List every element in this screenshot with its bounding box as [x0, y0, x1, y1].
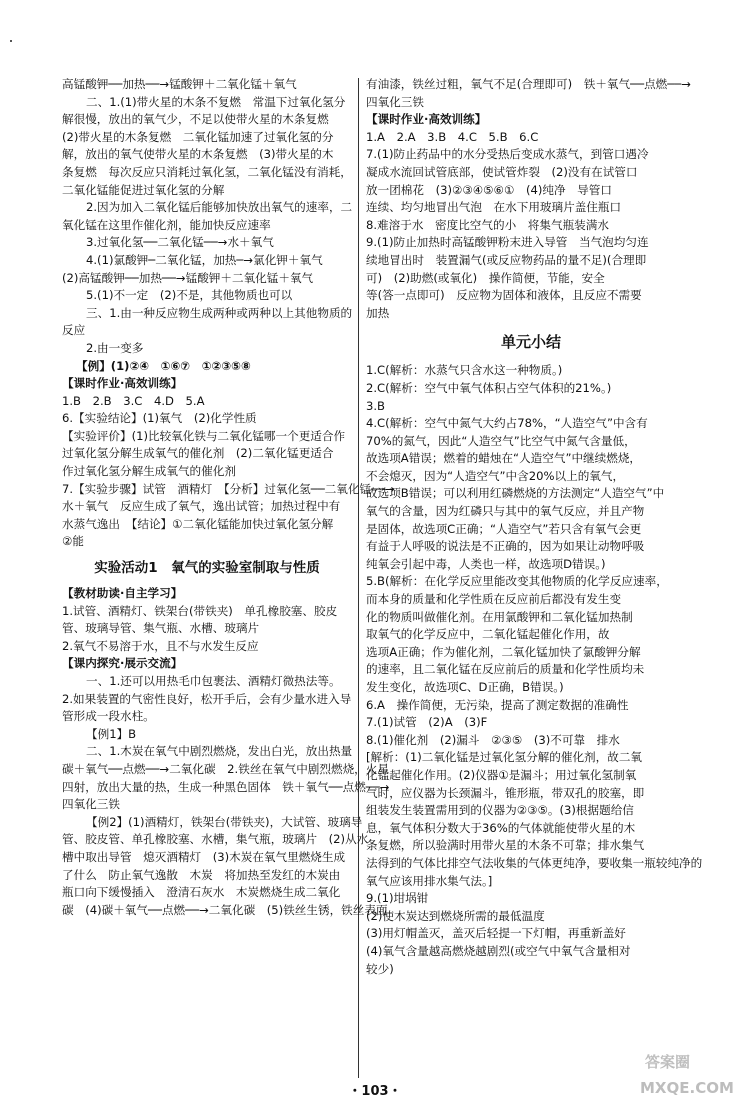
text-line: 反应 — [62, 323, 86, 338]
text-line: 的速率，且二氧化锰在反应前后的质量和化学性质均未 — [366, 662, 645, 677]
text-line: 有益于人呼吸的说法是不正确的，因为如果让动物呼吸 — [366, 539, 645, 554]
text-line: 5.B(解析：在化学反应里能改变其他物质的化学反应速率， — [366, 574, 668, 589]
text-line: 槽中取出导管 熄灭酒精灯 (3)木炭在氧气里燃烧生成 — [62, 849, 346, 864]
text-line: (2)带火星的木条复燃 二氧化锰加速了过氧化氢的分 — [62, 129, 334, 144]
text-line: 二、1.木炭在氧气中剧烈燃烧，发出白光，放出热量 — [86, 744, 353, 759]
text-line: 7.【实验步骤】试管 酒精灯 【分析】过氧化氢──二氧化锰──→ — [62, 481, 395, 496]
text-line: ②能 — [62, 534, 84, 549]
scan-mark — [10, 40, 12, 42]
text-line: 较少) — [366, 961, 394, 976]
text-line: 9.(1)坩埚钳 — [366, 891, 429, 906]
text-line: 8.(1)催化剂 (2)漏斗 ②③⑤ (3)不可靠 排水 — [366, 732, 620, 747]
text-line: 二、1.(1)带火星的木条不复燃 常温下过氧化氢分 — [86, 94, 346, 109]
text-line: 2.C(解析：空气中氧气体积占空气体积的21%。) — [366, 380, 612, 395]
text-line: 1.试管、酒精灯、铁架台(带铁夹) 单孔橡胶塞、胶皮 — [62, 603, 338, 618]
text-line: 6.【实验结论】(1)氧气 (2)化学性质 — [62, 411, 257, 426]
text-line: 碳 (4)碳＋氧气──点燃──→二氧化碳 (5)铁丝生锈，铁丝表面 — [62, 902, 388, 917]
text-line: 四氧化三铁 — [366, 94, 424, 109]
text-line: 一、1.还可以用热毛巾包裹法、酒精灯微热法等。 — [86, 674, 341, 688]
text-line: (2)使木炭达到燃烧所需的最低温度 — [366, 908, 545, 923]
right-lines-c — [366, 362, 703, 978]
text-line: [解析：(1)二氧化锰是过氧化氢分解的催化剂，故二氧 — [366, 750, 643, 765]
left-lines-a — [62, 76, 352, 358]
text-line: 作过氧化氢分解生成氧气的催化剂 — [62, 464, 236, 479]
text-line: 化锰起催化作用。(2)仪器①是漏斗；用过氧化氢制氧 — [366, 767, 637, 782]
text-line: 四氧化三铁 — [62, 797, 120, 812]
text-line: 2.如果装置的气密性良好，松开手后，会有少量水进入导 — [62, 691, 352, 706]
text-line: (3)用灯帽盖灭，盖灭后轻提一下灯帽，再重新盖好 — [366, 926, 626, 941]
text-line: 四射，放出大量的热，生成一种黑色固体 铁＋氧气──点燃──→ — [62, 779, 390, 794]
text-line: 管、胶皮管、单孔橡胶塞、水槽，集气瓶，玻璃片 (2)从水 — [62, 832, 369, 847]
text-line: 解很慢，放出的氧气少，不足以使带火星的木条复燃 — [62, 112, 329, 127]
text-line: 氧气应该用排水集气法。] — [366, 873, 493, 888]
text-line: 故选项B错误；可以利用红磷燃烧的方法测定“人造空气”中 — [366, 486, 665, 501]
text-line: 8.难溶于水 密度比空气的小 将集气瓶装满水 — [366, 217, 609, 232]
column-divider — [358, 78, 359, 1078]
text-line: 水蒸气逸出 【结论】①二氧化锰能加快过氧化氢分解 — [62, 516, 334, 531]
text-line: (4)氧气含量越高燃烧越剧烈(或空气中氧气含量相对 — [366, 943, 631, 958]
text-line: 2.由一变多 — [86, 340, 144, 355]
text-line: 管、玻璃导管、集气瓶、水槽、玻璃片 — [62, 621, 260, 636]
text-line: 凝成水流回试管底部，使试管炸裂 (2)没有在试管口 — [366, 164, 638, 179]
left-lines-c — [62, 603, 352, 656]
text-line: 连续、均匀地冒出气泡 在水下用玻璃片盖住瓶口 — [366, 200, 622, 215]
activity-title: 实验活动1 氧气的实验室制取与性质 — [94, 560, 320, 577]
left-lines-d — [62, 673, 390, 919]
page-number: ・103・ — [348, 1084, 402, 1099]
text-line: 发生变化，故选项C、D正确，B错误。) — [366, 680, 564, 694]
text-line: 是固体，故选项C正确；“人造空气”若只含有氧气会更 — [366, 521, 642, 536]
watermark-bottom-text: MXQE.COM — [640, 1079, 734, 1097]
text-line: 纯氧会引起中毒，人类也一样，故选项D错误。) — [366, 556, 606, 571]
text-line: 息，氧气体积分数大于36%的气体就能使带火星的木 — [366, 820, 636, 835]
text-line: 续地冒出时 装置漏气(或反应物药品的量不足)(合理即 — [366, 252, 647, 267]
text-line: 二氧化锰能促进过氧化氢的分解 — [62, 182, 225, 197]
homework-heading: 【课时作业·高效训练】 — [366, 112, 487, 127]
text-line: 管形成一段水柱。 — [62, 709, 155, 724]
text-line: 2.因为加入二氧化锰后能够加快放出氧气的速率，二 — [86, 200, 353, 215]
homework-heading: 【课时作业·高效训练】 — [62, 376, 183, 391]
text-line: 加热 — [366, 305, 390, 320]
text-line: 有油漆，铁丝过粗，氧气不足(合理即可) 铁＋氧气──点燃──→ — [366, 77, 691, 91]
text-line: 条复燃，所以验满时用带火星的木条不可靠；排水集气 — [366, 838, 645, 853]
text-line: 高锰酸钾──加热──→锰酸钾＋二氧化锰＋氧气 — [62, 77, 297, 91]
text-line: 【例1】B — [86, 726, 137, 741]
text-line: 条复燃 每次反应只消耗过氧化氢，二氧化锰没有消耗， — [62, 164, 352, 179]
textbook-heading: 【教材助读·自主学习】 — [62, 586, 183, 601]
text-line: 三、1.由一种反应物生成两种或两种以上其他物质的 — [86, 305, 353, 320]
text-line: 气时，应仪器为长颈漏斗，锥形瓶，带双孔的胶塞，即 — [366, 785, 645, 800]
text-line: 过氧化氢分解生成氧气的催化剂 (2)二氧化锰更适合 — [62, 446, 334, 461]
right-lines-b — [366, 129, 696, 323]
text-line: 1.C(解析：水蒸气只含水这一种物质。) — [366, 363, 563, 378]
watermark-top-text: 答案圈 — [645, 1053, 691, 1071]
text-line: 【实验评价】(1)比较氧化铁与二氧化锰哪一个更适合作 — [62, 428, 346, 443]
text-line: 组装发生装置需用到的仪器为②③⑤。(3)根据题给信 — [366, 803, 634, 818]
text-line: (2)高锰酸钾──加热──→锰酸钾＋二氧化锰＋氧气 — [62, 270, 314, 285]
text-line: 3.B — [366, 398, 386, 413]
text-line: 2.氧气不易溶于水，且不与水发生反应 — [62, 638, 259, 653]
text-line: 瓶口向下缓慢插入 澄清石灰水 木炭燃烧生成二氧化 — [62, 885, 341, 900]
text-line: 1.B 2.B 3.C 4.D 5.A — [62, 393, 205, 408]
explore-heading: 【课内探究·展示交流】 — [62, 656, 183, 671]
text-line: 4.(1)氯酸钾─二氧化锰，加热─→氯化钾＋氧气 — [86, 252, 323, 267]
watermark-logo — [600, 1045, 745, 1103]
right-column — [366, 76, 703, 978]
unit-summary-title: 单元小结 — [500, 333, 561, 352]
text-line: 而本身的质量和化学性质在反应前后都没有发生变 — [366, 592, 622, 607]
text-line: 5.(1)不一定 (2)不是，其他物质也可以 — [86, 288, 293, 303]
text-line: 放一团棉花 (3)②③④⑤⑥① (4)纯净 导管口 — [366, 182, 612, 197]
right-lines-a — [366, 76, 696, 111]
text-line: 70%的氮气，因此“人造空气”比空气中氮气含量低， — [366, 433, 636, 448]
text-line: 4.C(解析：空气中氮气大约占78%，“人造空气”中含有 — [366, 416, 648, 431]
text-line: 化的物质叫做催化剂。在用氯酸钾和二氧化锰加热制 — [366, 609, 633, 624]
text-line: 1.A 2.A 3.B 4.C 5.B 6.C — [366, 129, 539, 144]
text-line: 氧气的含量，因为红磷只与其中的氧气反应，并且产物 — [366, 504, 645, 519]
text-line: 氧化锰在这里作催化剂，能加快反应速率 — [62, 217, 271, 232]
example-answer: 【例】(1)②④ ①⑥⑦ ①②③⑤⑧ — [76, 358, 251, 373]
text-line: 选项A正确；作为催化剂，二氧化锰加快了氯酸钾分解 — [366, 644, 641, 659]
text-line: 法得到的气体比排空气法收集的气体更纯净，要收集一瓶较纯净的 — [366, 855, 703, 870]
text-line: 可) (2)助燃(或氧化) 操作简便，节能，安全 — [366, 270, 605, 285]
text-line: 7.(1)试管 (2)A (3)F — [366, 715, 488, 730]
text-line: 解，放出的氧气使带火星的木条复燃 (3)带火星的木 — [62, 147, 334, 162]
text-line: 7.(1)防止药品中的水分受热后变成水蒸气，到管口遇冷 — [366, 147, 649, 162]
text-line: 不会熄灭，因为“人造空气”中含20%以上的氧气， — [366, 468, 625, 483]
text-line: 碳＋氧气──点燃──→二氧化碳 2.铁丝在氧气中剧烈燃烧，火星 — [62, 761, 389, 776]
text-line: 了什么 防止氧气逸散 木炭 将加热至发红的木炭由 — [62, 867, 341, 882]
text-line: 等(答一点即可) 反应物为固体和液体，且反应不需要 — [366, 288, 642, 303]
text-line: 【例2】(1)酒精灯，铁架台(带铁夹)，大试管、玻璃导 — [86, 814, 363, 829]
text-line: 6.A 操作简便，无污染，提高了测定数据的准确性 — [366, 697, 629, 712]
text-line: 故选项A错误；燃着的蜡烛在“人造空气”中继续燃烧， — [366, 451, 642, 466]
text-line: 水＋氧气 反应生成了氧气，逸出试管；加热过程中有 — [62, 499, 341, 514]
text-line: 9.(1)防止加热时高锰酸钾粉末进入导管 当气泡均匀连 — [366, 235, 649, 250]
text-line: 3.过氧化氢──二氧化锰──→水＋氧气 — [86, 235, 274, 250]
text-line: 取氧气的化学反应中，二氧化锰起催化作用，故 — [366, 627, 610, 642]
